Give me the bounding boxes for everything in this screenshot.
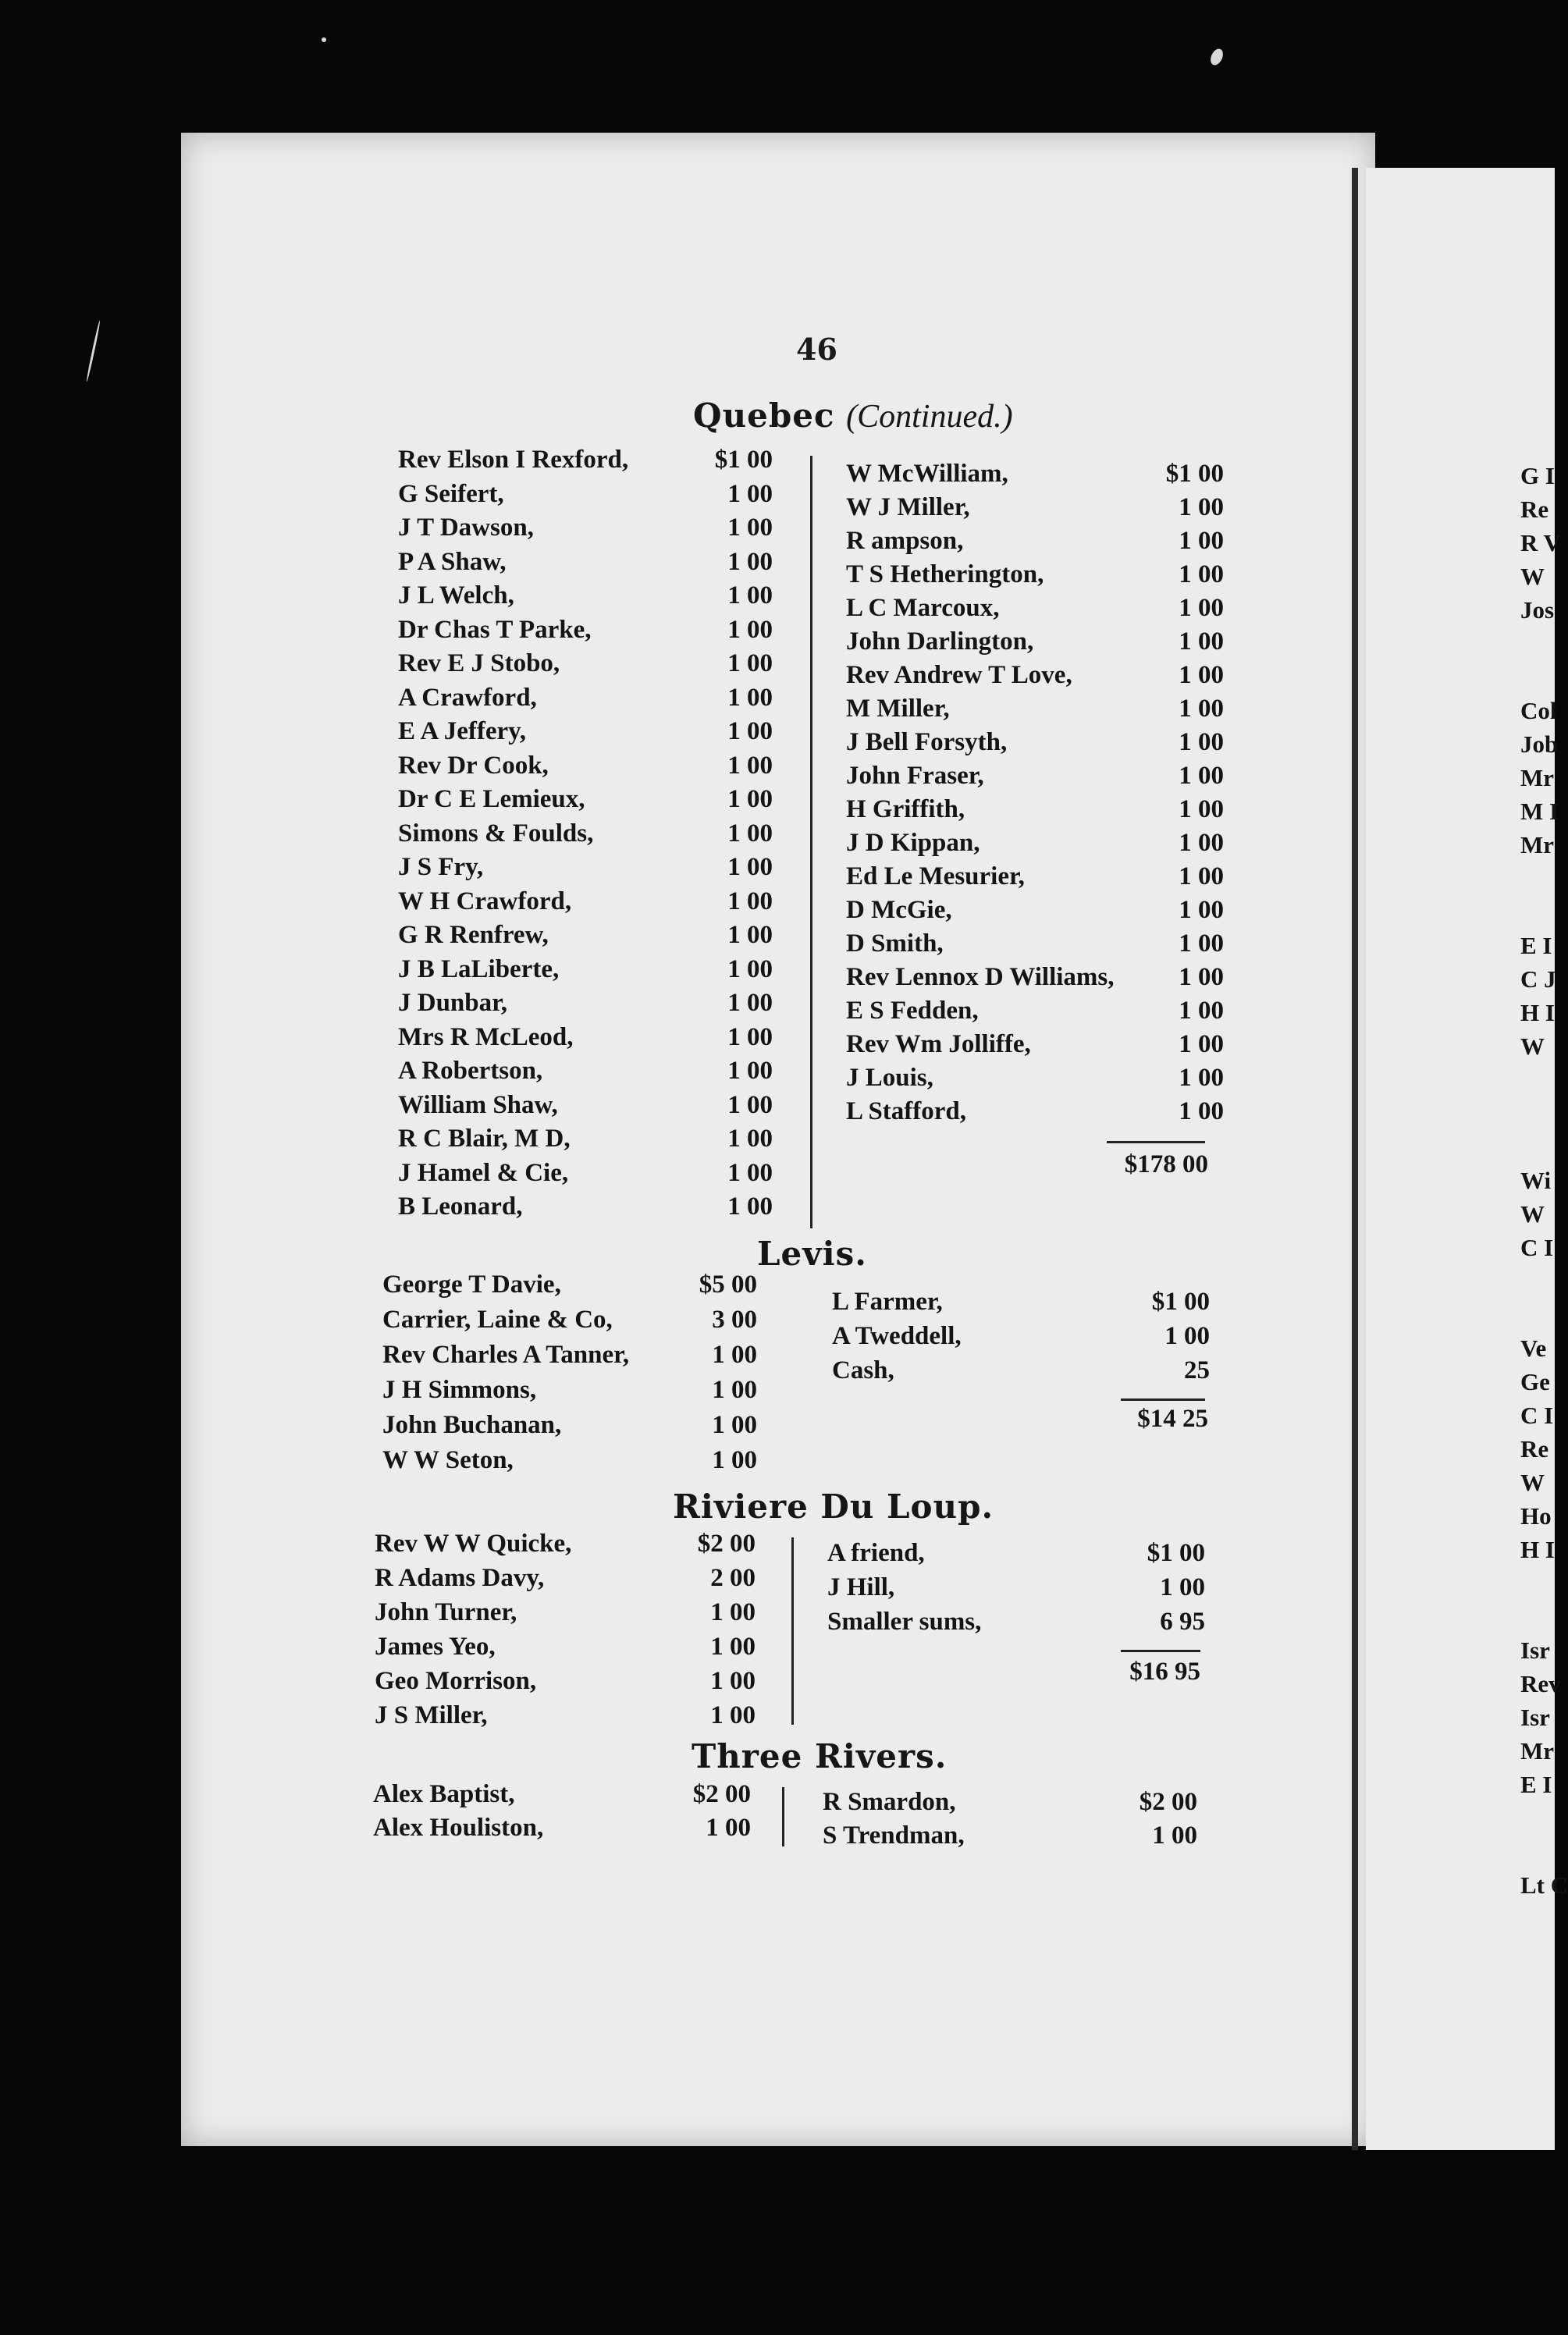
contribution-amount: 1 00 [727,514,773,542]
list-item [398,1190,773,1224]
list-item [846,1028,1224,1061]
text-fragment [1520,1096,1568,1130]
levis-left-column [382,1267,757,1478]
text-fragment: Mr [1520,1737,1555,1765]
text-fragment: C I [1520,1402,1554,1429]
section-title: Quebec [693,396,835,435]
contribution-amount: 1 00 [1179,963,1224,991]
contributor-name: J H Simmons, [382,1376,537,1404]
list-item [398,953,773,987]
contribution-amount: 1 00 [1179,795,1224,823]
text-fragment: W [1520,1200,1545,1228]
contributor-name: Rev W W Quicke, [375,1530,572,1558]
list-item [398,1122,773,1157]
text-fragment: E I [1520,932,1552,959]
contribution-amount: 1 00 [727,479,773,508]
contribution-amount: $2 00 [692,1780,751,1808]
list-item [827,1570,1205,1605]
list-item [398,647,773,681]
section-heading-levis [757,1235,867,1273]
list-item [398,817,773,851]
contribution-amount: 1 00 [727,615,773,644]
contribution-amount: 1 00 [1152,1821,1197,1850]
contributor-name: Alex Baptist, [373,1780,515,1808]
list-item [375,1526,756,1561]
text-fragment [1520,1298,1568,1331]
contributor-name: H Griffith, [846,795,965,823]
contributor-name: Geo Morrison, [375,1667,537,1695]
list-item [846,759,1224,793]
contribution-amount: $1 00 [1165,460,1224,488]
section-heading-three-rivers [692,1737,947,1775]
list-item [846,826,1224,860]
list-item [375,1630,756,1664]
text-fragment: H I [1520,999,1555,1026]
text-fragment [1520,1063,1568,1096]
contribution-amount: $1 00 [1151,1288,1210,1316]
list-item [373,1811,751,1845]
contribution-amount: 1 00 [727,989,773,1017]
total-rule [1121,1650,1200,1652]
contribution-amount: 1 00 [1179,997,1224,1025]
contributor-name: J B LaLiberte, [398,954,560,983]
section-subtitle: (Continued.) [846,399,1013,435]
contribution-amount: 1 00 [727,1158,773,1187]
page-gutter [1352,168,1358,2150]
scan-speck [322,37,326,42]
contribution-amount: 1 00 [727,954,773,983]
three-rivers-left-column [373,1778,751,1845]
contributor-name: Rev Dr Cook, [398,751,549,780]
contribution-amount: 1 00 [727,1192,773,1221]
list-item [398,986,773,1021]
contributor-name: R Smardon, [823,1788,956,1816]
contributor-name: Carrier, Laine & Co, [382,1306,613,1334]
text-fragment: Ge [1520,1368,1550,1395]
riviere-left-column [375,1526,756,1733]
quebec-left-column [398,443,773,1224]
text-fragment [1520,895,1568,929]
text-fragment [1520,660,1568,694]
contribution-amount: 1 00 [710,1598,756,1626]
levis-total: $14 25 [1137,1405,1208,1433]
scan-speck [86,321,101,382]
contribution-amount: 1 00 [712,1341,757,1369]
list-item [846,1061,1224,1095]
text-fragment: R V [1520,529,1561,556]
text-fragment: W [1520,1469,1545,1496]
text-fragment: W [1520,1032,1545,1060]
contributor-name: W McWilliam, [846,460,1008,488]
contributor-name: Rev Lennox D Williams, [846,963,1115,991]
contributor-name: Smaller sums, [827,1608,982,1636]
text-fragment: Wi [1520,1167,1552,1194]
list-item [846,524,1224,558]
contributor-name: E S Fedden, [846,997,979,1025]
contribution-amount: 6 95 [1160,1608,1205,1636]
text-fragment [1520,1566,1568,1600]
column-divider [782,1787,784,1846]
list-item [832,1319,1210,1353]
list-item [375,1698,756,1733]
total-rule [1121,1399,1205,1401]
contributor-name: J Louis, [846,1064,933,1092]
contribution-amount: 1 00 [727,751,773,780]
list-item [832,1353,1210,1388]
list-item [846,558,1224,592]
contribution-amount: 1 00 [712,1411,757,1439]
text-fragment [1520,1600,1568,1633]
list-item [846,659,1224,692]
list-item [823,1819,1197,1853]
contributor-name: William Shaw, [398,1090,558,1119]
contribution-amount: 1 00 [727,853,773,881]
list-item [398,579,773,613]
list-item [398,715,773,749]
contributor-name: A Tweddell, [832,1322,962,1350]
contribution-amount: 1 00 [727,1022,773,1051]
contributor-name: L Farmer, [832,1288,943,1316]
contribution-amount: 1 00 [727,887,773,915]
list-item [398,851,773,885]
contributor-name: J L Welch, [398,581,514,610]
list-item [846,692,1224,726]
list-item [846,894,1224,927]
text-fragment: Rev [1520,1670,1561,1697]
contribution-amount: 1 00 [727,1090,773,1119]
column-divider [810,456,812,1228]
list-item [846,457,1224,491]
contributor-name: J Hill, [827,1573,895,1601]
contribution-amount: 1 00 [727,547,773,576]
page-number: 46 [796,332,837,367]
list-item [382,1303,757,1338]
contribution-amount: 3 00 [712,1306,757,1334]
list-item [846,1095,1224,1128]
list-item [398,1157,773,1191]
contribution-amount: 1 00 [1179,1097,1224,1125]
text-fragment: C J [1520,965,1556,993]
contribution-amount: 1 00 [1179,896,1224,924]
text-fragment: Re [1520,496,1549,523]
contribution-amount: 1 00 [727,649,773,677]
contributor-name: J S Fry, [398,853,484,881]
list-item [832,1285,1210,1319]
contribution-amount: 1 00 [727,1125,773,1153]
contributor-name: P A Shaw, [398,547,507,576]
contributor-name: R Adams Davy, [375,1564,545,1592]
contributor-name: J D Kippan, [846,829,980,857]
list-item [398,783,773,817]
contributor-name: A Robertson, [398,1057,543,1085]
contributor-name: Rev Wm Jolliffe, [846,1030,1031,1058]
contribution-amount: 1 00 [1179,527,1224,555]
contribution-amount: 1 00 [1179,1064,1224,1092]
contributor-name: Dr Chas T Parke, [398,615,592,644]
contributor-name: John Buchanan, [382,1411,562,1439]
contributor-name: Alex Houliston, [373,1814,544,1842]
contribution-amount: 1 00 [1179,695,1224,723]
contributor-name: R C Blair, M D, [398,1125,571,1153]
contribution-amount: 1 00 [710,1633,756,1661]
list-item [846,793,1224,826]
contribution-amount: $2 00 [697,1530,756,1558]
contribution-amount: 1 00 [1179,829,1224,857]
list-item [823,1786,1197,1819]
quebec-right-column [846,457,1224,1128]
contribution-amount: 1 00 [1179,560,1224,588]
text-fragment [1520,1835,1568,1868]
contribution-amount: 1 00 [727,1057,773,1085]
list-item [846,491,1224,524]
text-fragment: Job [1520,730,1559,758]
contributor-name: J Hamel & Cie, [398,1158,569,1187]
riviere-total: $16 95 [1129,1658,1200,1686]
text-fragment: M I [1520,798,1559,825]
list-item [398,613,773,648]
section-title: Three Rivers. [692,1737,948,1775]
contribution-amount: 1 00 [710,1701,756,1729]
text-fragment: Isr [1520,1637,1550,1664]
contribution-amount: $5 00 [699,1271,757,1299]
contribution-amount: 1 00 [1164,1322,1210,1350]
contributor-name: B Leonard, [398,1192,523,1221]
section-title: Levis. [757,1235,867,1273]
text-fragment: Isr [1520,1704,1550,1731]
list-item [398,478,773,512]
contributor-name: J Bell Forsyth, [846,728,1008,756]
contributor-name: John Fraser, [846,762,984,790]
contribution-amount: 1 00 [1179,493,1224,521]
list-item [398,1054,773,1089]
contribution-amount: 1 00 [1179,762,1224,790]
contributor-name: S Trendman, [823,1821,965,1850]
contribution-amount: $1 00 [1147,1539,1205,1567]
text-fragment: G I [1520,462,1555,489]
list-item [375,1561,756,1595]
list-item [846,625,1224,659]
three-rivers-right-column [823,1786,1197,1853]
list-item [846,961,1224,994]
riviere-right-column [827,1536,1205,1639]
text-fragment: Mr [1520,764,1555,791]
contributor-name: E A Jeffery, [398,717,527,745]
next-page-text-fragments [1520,459,1568,1902]
list-item [382,1338,757,1373]
list-item [846,726,1224,759]
contribution-amount: 1 00 [727,921,773,949]
text-fragment: Re [1520,1435,1549,1462]
list-item [398,1089,773,1123]
text-fragment [1520,1801,1568,1835]
total-rule [1107,1141,1205,1143]
contributor-name: W H Crawford, [398,887,572,915]
text-fragment: W [1520,563,1545,590]
list-item [375,1595,756,1630]
contribution-amount: 1 00 [727,581,773,610]
contributor-name: J T Dawson, [398,514,534,542]
contributor-name: D McGie, [846,896,952,924]
list-item [846,927,1224,961]
contributor-name: John Darlington, [846,627,1034,656]
text-fragment [1520,627,1568,660]
contribution-amount: 1 00 [712,1376,757,1404]
contributor-name: Rev Elson I Rexford, [398,446,629,474]
list-item [827,1605,1205,1639]
list-item [398,749,773,784]
section-title: Riviere Du Loup. [673,1487,994,1526]
contributor-name: J S Miller, [375,1701,488,1729]
contributor-name: James Yeo, [375,1633,496,1661]
contributor-name: A Crawford, [398,683,537,712]
list-item [382,1408,757,1443]
contributor-name: George T Davie, [382,1271,561,1299]
list-item [846,860,1224,894]
contributor-name: Rev Charles A Tanner, [382,1341,630,1369]
contribution-amount: 1 00 [1160,1573,1205,1601]
list-item [382,1443,757,1478]
contributor-name: G R Renfrew, [398,921,549,949]
list-item [382,1373,757,1408]
contribution-amount: 1 00 [727,785,773,813]
contributor-name: T S Hetherington, [846,560,1044,588]
text-fragment: Ho [1520,1502,1552,1530]
text-fragment: Mr [1520,831,1555,858]
contribution-amount: 1 00 [706,1814,751,1842]
text-fragment: Col [1520,697,1557,724]
contributor-name: D Smith, [846,929,944,958]
list-item [398,919,773,953]
contributor-name: Ed Le Mesurier, [846,862,1025,890]
text-fragment [1520,1264,1568,1298]
contribution-amount: 1 00 [727,683,773,712]
contributor-name: L Stafford, [846,1097,967,1125]
contributor-name: Rev Andrew T Love, [846,661,1072,689]
list-item [846,592,1224,625]
contribution-amount: 1 00 [727,819,773,848]
contributor-name: Simons & Foulds, [398,819,594,848]
contributor-name: Dr C E Lemieux, [398,785,585,813]
list-item [827,1536,1205,1570]
text-fragment: Jos [1520,596,1555,624]
contributor-name: L C Marcoux, [846,594,1000,622]
text-fragment [1520,862,1568,895]
list-item [846,994,1224,1028]
contribution-amount: 1 00 [1179,1030,1224,1058]
contribution-amount: $2 00 [1139,1788,1197,1816]
text-fragment: Ve [1520,1335,1547,1362]
contributor-name: A friend, [827,1539,925,1567]
list-item [398,885,773,919]
contribution-amount: 1 00 [712,1446,757,1474]
list-item [373,1778,751,1811]
contributor-name: Rev E J Stobo, [398,649,560,677]
text-fragment [1520,1130,1568,1164]
list-item [398,443,773,478]
contribution-amount: 1 00 [727,717,773,745]
text-fragment: E I [1520,1771,1552,1798]
section-heading-quebec [693,396,1013,435]
contribution-amount: 1 00 [1179,627,1224,656]
text-fragment: Lt C [1520,1871,1568,1899]
contribution-amount: 1 00 [1179,728,1224,756]
contribution-amount: 1 00 [1179,661,1224,689]
list-item [382,1267,757,1303]
section-heading-riviere-du-loup [673,1487,994,1526]
contributor-name: R ampson, [846,527,964,555]
contributor-name: M Miller, [846,695,950,723]
contributor-name: J Dunbar, [398,989,508,1017]
contribution-amount: 1 00 [1179,862,1224,890]
text-fragment: H I [1520,1536,1555,1563]
contribution-amount: 1 00 [710,1667,756,1695]
list-item [398,681,773,716]
levis-right-column [832,1285,1210,1388]
contribution-amount: 2 00 [710,1564,756,1592]
contribution-amount: $1 00 [714,446,773,474]
contribution-amount: 1 00 [1179,594,1224,622]
contributor-name: W J Miller, [846,493,970,521]
list-item [375,1664,756,1698]
quebec-total: $178 00 [1124,1150,1208,1178]
contributor-name: G Seifert, [398,479,504,508]
list-item [398,1021,773,1055]
contributor-name: Mrs R McLeod, [398,1022,574,1051]
contribution-amount: 25 [1184,1356,1210,1384]
list-item [398,546,773,580]
text-fragment: C I [1520,1234,1554,1261]
contributor-name: Cash, [832,1356,894,1384]
contributor-name: W W Seton, [382,1446,514,1474]
column-divider [791,1537,794,1725]
scan-speck [1208,47,1225,67]
contribution-amount: 1 00 [1179,929,1224,958]
list-item [398,511,773,546]
contributor-name: John Turner, [375,1598,517,1626]
